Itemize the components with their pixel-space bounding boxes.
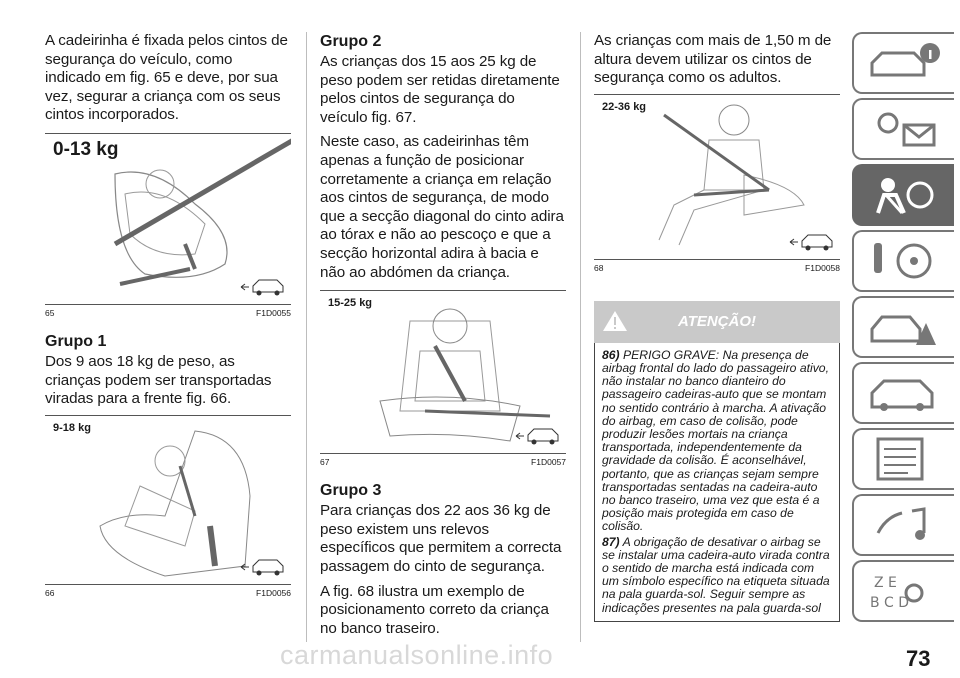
column-divider xyxy=(580,32,581,642)
group-3-paragraph-2: A fig. 68 ilustra um exemplo de posicionamento correto da criança no banco traseiro. xyxy=(320,582,549,637)
warning-lights-icon xyxy=(864,107,944,151)
warning-note-87: 87) A obrigação de desativar o airbag se se instalar uma cadeira-auto virada contra o sentido de marcha está indicada com um símbolo específico na etiqueta situada na pala guarda-sol. Seguir sempre as indicações presentes na pala guarda-sol xyxy=(602,534,830,615)
column-2 xyxy=(320,32,566,644)
key-steering-icon xyxy=(864,239,944,283)
svg-text:B C D: B C D xyxy=(870,595,910,611)
tab-maintenance[interactable] xyxy=(852,362,954,424)
figure-caption: 65 F1D0055 xyxy=(45,307,291,318)
figure-caption: 66 F1D0056 xyxy=(45,587,291,598)
column-divider xyxy=(306,32,307,642)
media-icon xyxy=(864,503,944,547)
svg-text:Z E: Z E xyxy=(874,575,897,591)
watermark-text: carmanualsonline.info xyxy=(280,640,554,670)
figure-caption: 67 F1D0057 xyxy=(320,457,566,468)
group-2-paragraph-1: As crianças dos 15 aos 25 kg de peso podem ser retidas diretamente pelos cintos de segurança do veículo fig. 67. xyxy=(320,53,560,126)
figure-67 xyxy=(320,290,566,454)
warning-body xyxy=(594,343,840,622)
tab-index[interactable] xyxy=(852,560,954,622)
warning-note-86: 86) PERIGO GRAVE: Na presença de airbag frontal do lado do passageiro ativo, não instalar no banco dianteiro do passageiro cadeiras-auto que se montam no sentido contrário à marcha. A ativação do airbag, em caso de colisão, pode produzir lesões mortais na criança transportada, independentemente da gravidade da colisão. É aconselhável, portanto, que as crianças sejam sempre transportadas sentadas na cadeira-auto no banco traseiro, uma vez que esta é a posição mais protegida em caso de colisão. xyxy=(602,347,829,534)
tab-emergency[interactable] xyxy=(852,296,954,358)
group-3-paragraph-1: Para crianças dos 22 aos 36 kg de peso existem uns relevos específicos que permitem a correcta passagem do cinto de segurança. xyxy=(320,502,562,575)
alphabetical-index-icon xyxy=(864,569,944,613)
intro-paragraph: A cadeirinha é fixada pelos cintos de segurança do veículo, como indicado em fig. 65 e deve, por sua vez, segurar a criança com os seus cintos incorporados. xyxy=(45,32,288,124)
figure-66 xyxy=(45,415,291,585)
forward-facing-car-icon xyxy=(239,556,285,578)
figure-weight-label: 0-13 kg xyxy=(53,138,119,160)
figure-caption: 68 F1D0058 xyxy=(594,262,840,273)
group-1-paragraph: Dos 9 aos 18 kg de peso, as crianças podem ser transportadas viradas para a frente fig. 66. xyxy=(45,352,272,408)
page-number: 73 xyxy=(906,646,931,671)
forward-facing-car-icon xyxy=(514,425,560,447)
tab-car-info[interactable] xyxy=(852,32,954,94)
tab-technical-data[interactable] xyxy=(852,428,954,490)
tab-warning-lights[interactable] xyxy=(852,98,954,160)
warning-title: ATENÇÃO! xyxy=(677,312,757,330)
column-1 xyxy=(45,32,291,600)
group-3-heading: Grupo 3 xyxy=(320,482,382,500)
group-1-heading: Grupo 1 xyxy=(45,332,107,350)
figure-65 xyxy=(45,133,291,305)
airbag-safety-icon xyxy=(864,173,944,217)
group-2-paragraph-2: Neste caso, as cadeirinhas têm apenas a função de posicionar corretamente a criança em relação aos cintos de segurança, de modo que a secção diagonal do cinto adira ao tórax e não ao pescoço e que a secção horizontal adira à bacia e não ao abdómen da criança. xyxy=(320,133,564,281)
figure-weight-label: 22-36 kg xyxy=(602,100,647,113)
specs-list-icon xyxy=(864,437,944,481)
figure-weight-label: 9-18 kg xyxy=(53,421,91,434)
warning-header xyxy=(594,301,840,343)
figure-68 xyxy=(594,94,840,260)
column-3 xyxy=(594,32,840,622)
car-maintenance-icon xyxy=(864,371,944,415)
tab-multimedia[interactable] xyxy=(852,494,954,556)
group-2-heading: Grupo 2 xyxy=(320,33,382,50)
forward-facing-car-icon xyxy=(788,231,834,253)
tab-safety[interactable] xyxy=(852,164,954,226)
rear-facing-car-icon xyxy=(239,276,285,298)
intro-paragraph: As crianças com mais de 1,50 m de altura devem utilizar os cintos de segurança como os adultos. xyxy=(594,32,832,87)
tab-starting-driving[interactable] xyxy=(852,230,954,292)
car-breakdown-icon xyxy=(864,305,944,349)
car-info-icon xyxy=(864,41,944,85)
figure-weight-label: 15-25 kg xyxy=(328,297,373,310)
